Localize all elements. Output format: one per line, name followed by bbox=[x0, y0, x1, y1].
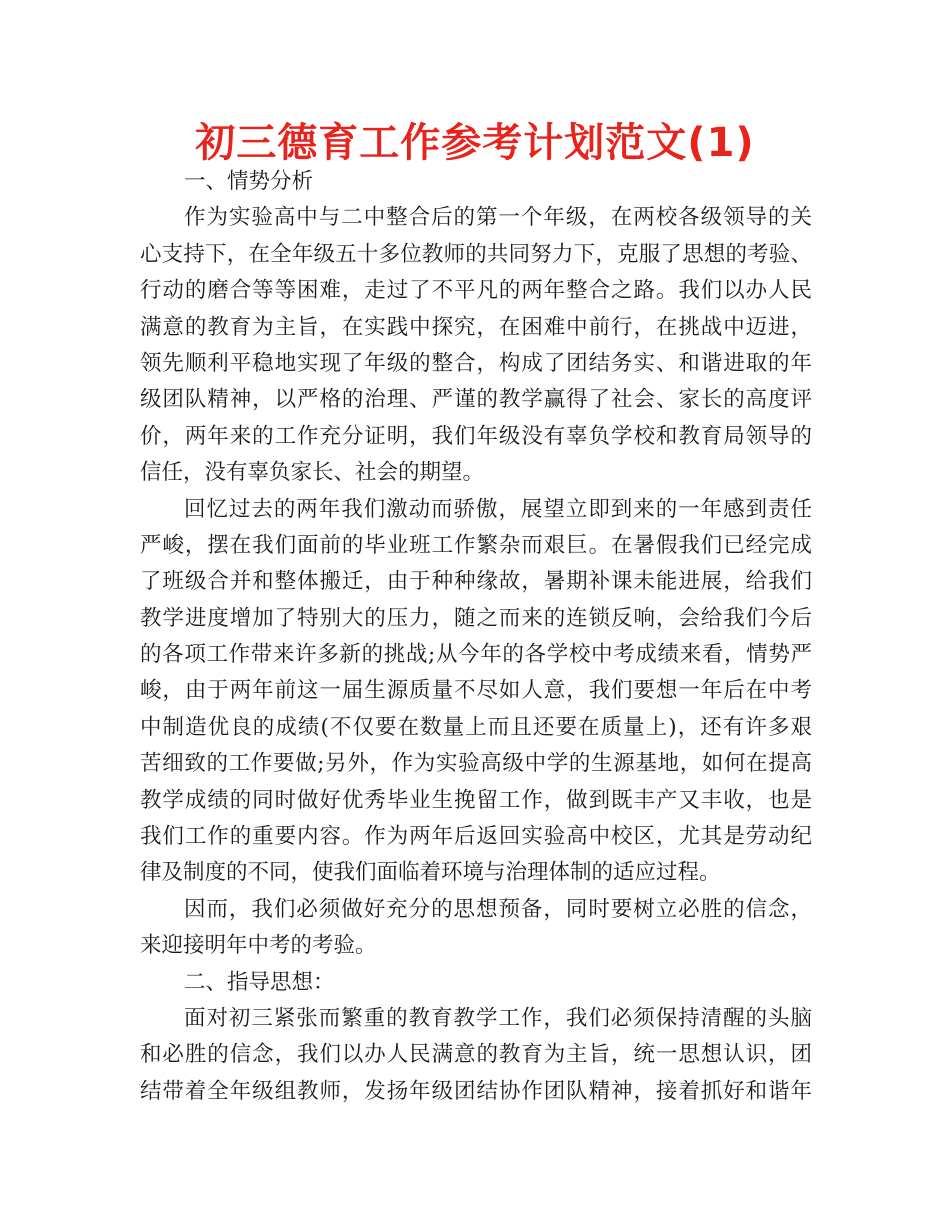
paragraph-line: 严峻，摆在我们面前的毕业班工作繁杂而艰巨。在暑假我们已经完成 bbox=[140, 532, 812, 558]
paragraph-line: 和必胜的信念，我们以办人民满意的教育为主旨，统一思想认识，团 bbox=[140, 1042, 812, 1068]
paragraph-line: 因而，我们必须做好充分的思想预备，同时要树立必胜的信念， bbox=[184, 896, 812, 922]
paragraph-line: 回忆过去的两年我们激动而骄傲，展望立即到来的一年感到责任 bbox=[184, 496, 812, 522]
paragraph-line: 级团队精神，以严格的治理、严谨的教学赢得了社会、家长的高度评 bbox=[140, 387, 812, 413]
paragraph-line: 我们工作的重要内容。作为两年后返回实验高中校区，尤其是劳动纪 bbox=[140, 824, 812, 850]
paragraph-line: 结带着全年级组教师，发扬年级团结协作团队精神，接着抓好和谐年 bbox=[140, 1078, 812, 1104]
section-heading: 一、情势分析 bbox=[184, 169, 314, 194]
paragraph-line: 来迎接明年中考的考验。 bbox=[140, 933, 377, 959]
paragraph-line: 中制造优良的成绩(不仅要在数量上而且还要在质量上)，还有许多艰 bbox=[140, 714, 812, 740]
paragraph-line: 的各项工作带来许多新的挑战;从今年的各学校中考成绩来看，情势严 bbox=[140, 642, 812, 668]
paragraph-line: 信任，没有辜负家长、社会的期望。 bbox=[140, 460, 485, 486]
paragraph-line: 了班级合并和整体搬迁，由于种种缘故，暑期补课未能进展，给我们 bbox=[140, 569, 812, 595]
paragraph-line: 峻，由于两年前这一届生源质量不尽如人意，我们要想一年后在中考 bbox=[140, 678, 812, 704]
paragraph-line: 行动的磨合等等困难，走过了不平凡的两年整合之路。我们以办人民 bbox=[140, 278, 812, 304]
paragraph-line: 律及制度的不同，使我们面临着环境与治理体制的适应过程。 bbox=[140, 860, 721, 886]
document-body bbox=[140, 164, 812, 1110]
paragraph-line: 领先顺利平稳地实现了年级的整合，构成了团结务实、和谐进取的年 bbox=[140, 350, 812, 376]
paragraph-line: 价，两年来的工作充分证明，我们年级没有辜负学校和教育局领导的 bbox=[140, 423, 812, 449]
section-heading: 二、指导思想： bbox=[184, 969, 335, 995]
paragraph-line: 面对初三紧张而繁重的教育教学工作，我们必须保持清醒的头脑 bbox=[184, 1005, 812, 1031]
paragraph-line: 心支持下，在全年级五十多位教师的共同努力下，克服了思想的考验、 bbox=[140, 241, 812, 267]
document-title: 初三德育工作参考计划范文(1) bbox=[195, 120, 755, 166]
paragraph-line: 作为实验高中与二中整合后的第一个年级，在两校各级领导的关 bbox=[184, 205, 812, 231]
paragraph-line: 苦细致的工作要做;另外，作为实验高级中学的生源基地，如何在提高 bbox=[140, 751, 812, 777]
paragraph-line: 教学进度增加了特别大的压力，随之而来的连锁反响，会给我们今后 bbox=[140, 605, 812, 631]
paragraph-line: 教学成绩的同时做好优秀毕业生挽留工作，做到既丰产又丰收，也是 bbox=[140, 787, 812, 813]
paragraph-line: 满意的教育为主旨，在实践中探究，在困难中前行，在挑战中迈进， bbox=[140, 314, 812, 340]
